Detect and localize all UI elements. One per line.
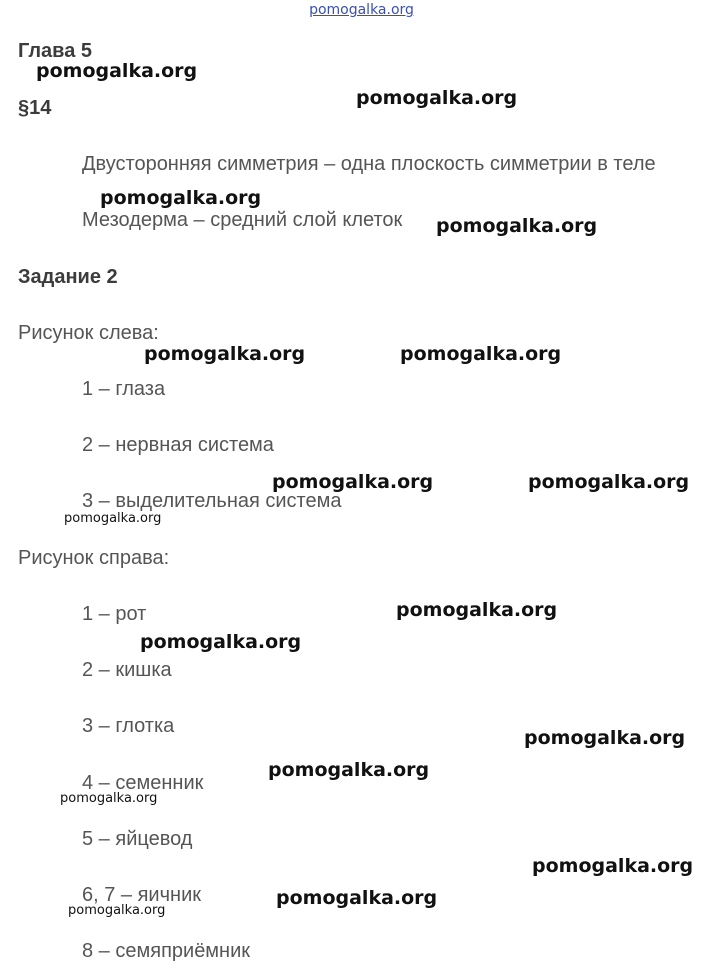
watermark: pomogalka.org — [272, 471, 434, 493]
watermark: pomogalka.org — [144, 343, 306, 365]
watermark: pomogalka.org — [64, 511, 162, 526]
right-item-2: 2 – кишка — [82, 659, 172, 681]
watermark: pomogalka.org — [140, 631, 302, 653]
watermark-top: pomogalka.org — [309, 2, 414, 18]
definition-mesoderm: Мезодерма – средний слой клеток — [82, 209, 403, 231]
watermark: pomogalka.org — [396, 599, 558, 621]
right-item-1: 1 – рот — [82, 603, 147, 625]
watermark: pomogalka.org — [532, 855, 694, 877]
chapter-heading: Глава 5 — [18, 40, 93, 62]
watermark: pomogalka.org — [528, 471, 690, 493]
watermark: pomogalka.org — [68, 903, 166, 918]
right-item-3: 3 – глотка — [82, 715, 175, 737]
right-item-4: 4 – семенник — [82, 772, 204, 794]
left-figure-label: Рисунок слева: — [18, 322, 159, 344]
right-item-8: 8 – семяприёмник — [82, 940, 251, 962]
watermark: pomogalka.org — [400, 343, 562, 365]
watermark: pomogalka.org — [36, 60, 198, 82]
right-figure-label: Рисунок справа: — [18, 547, 170, 569]
definition-symmetry: Двусторонняя симметрия – одна плоскость симметрии в теле — [82, 153, 656, 175]
watermark: pomogalka.org — [268, 759, 430, 781]
watermark: pomogalka.org — [524, 727, 686, 749]
left-item-2: 2 – нервная система — [82, 434, 274, 456]
watermark: pomogalka.org — [276, 887, 438, 909]
section-heading: §14 — [18, 97, 52, 119]
right-item-6-7: 6, 7 – яичник — [82, 884, 201, 906]
left-item-3: 3 – выделительная система — [82, 490, 342, 512]
task-heading: Задание 2 — [18, 266, 118, 288]
watermark: pomogalka.org — [100, 187, 262, 209]
right-item-5: 5 – яйцевод — [82, 828, 193, 850]
left-item-1: 1 – глаза — [82, 378, 166, 400]
watermark: pomogalka.org — [436, 215, 598, 237]
watermark: pomogalka.org — [356, 87, 518, 109]
watermark: pomogalka.org — [60, 791, 158, 806]
